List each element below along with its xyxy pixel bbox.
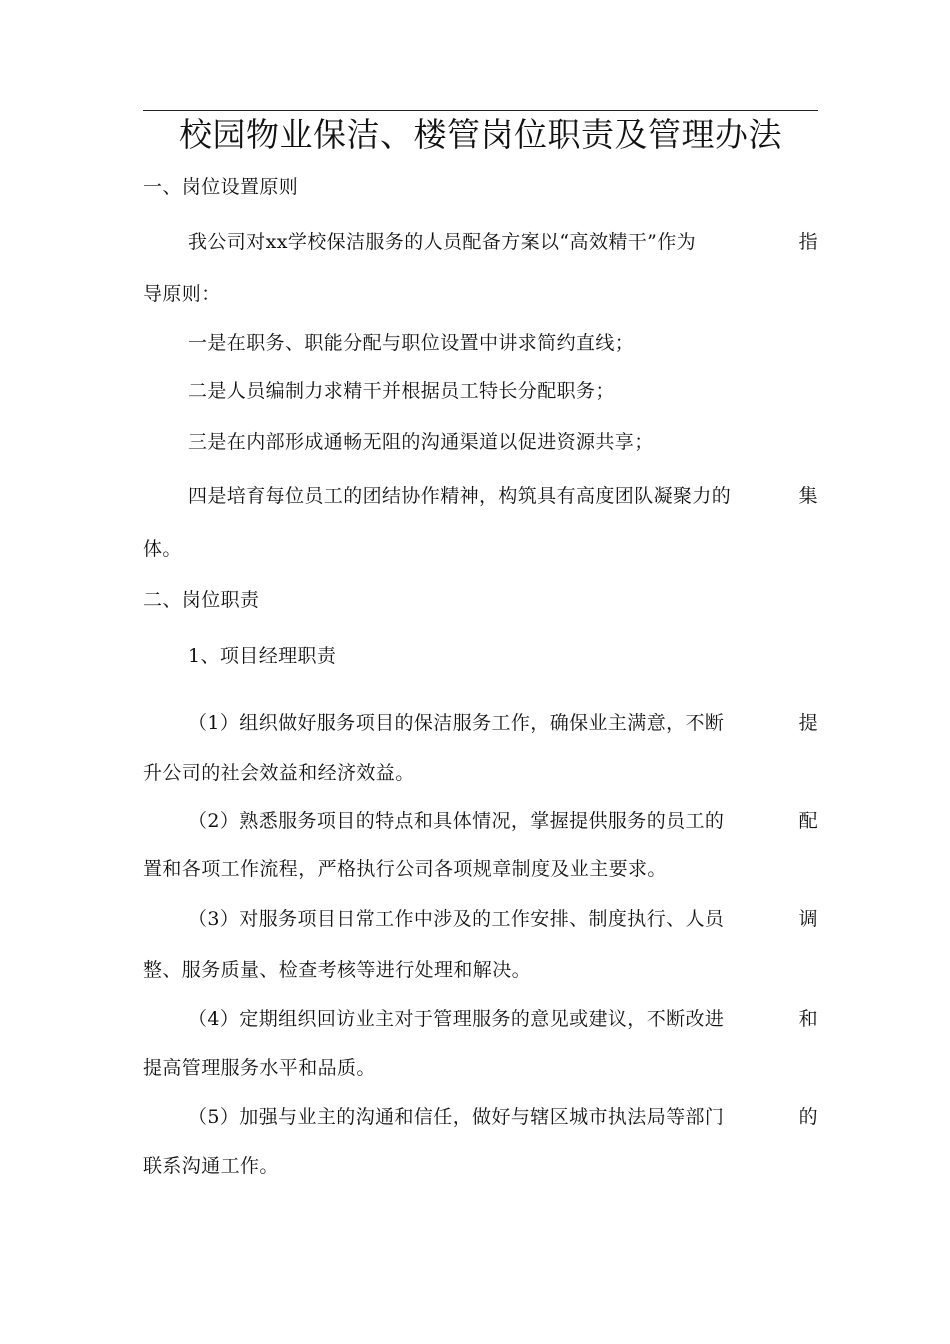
duty-item-3-line-1	[188, 906, 818, 932]
principle-2: 二是人员编制力求精干并根据员工特长分配职务；	[188, 380, 615, 402]
principle-4-text: 四是培育每位员工的团结协作精神，构筑具有高度团队凝聚力的	[188, 485, 732, 507]
duty-item-5-line-2: 联系沟通工作。	[143, 1155, 279, 1177]
duty-item-end-char: 调	[798, 908, 818, 930]
duty-item-1-line-2: 升公司的社会效益和经济效益。	[143, 762, 415, 784]
duty-item-text: （1）组织做好服务项目的保洁服务工作，确保业主满意，不断	[188, 712, 725, 734]
duty-item-3-line-2: 整、服务质量、检查考核等进行处理和解决。	[143, 959, 532, 981]
duty-item-5-line-1	[188, 1104, 818, 1130]
duty-item-text: （4）定期组织回访业主对于管理服务的意见或建议，不断改进	[188, 1008, 725, 1030]
duty-item-end-char: 的	[798, 1106, 818, 1128]
principle-4-line-1	[188, 483, 818, 509]
paragraph-intro-end-char: 指	[798, 231, 818, 253]
duty-item-1-line-1	[188, 710, 818, 736]
subsection-heading-1: 1、项目经理职责	[188, 645, 337, 667]
duty-item-text: （2）熟悉服务项目的特点和具体情况，掌握提供服务的员工的	[188, 810, 725, 832]
duty-item-text: （3）对服务项目日常工作中涉及的工作安排、制度执行、人员	[188, 908, 725, 930]
principle-1: 一是在职务、职能分配与职位设置中讲求简约直线；	[188, 332, 635, 354]
principle-4-end-char: 集	[798, 485, 818, 507]
duty-item-end-char: 提	[798, 712, 818, 734]
section-heading-2: 二、岗位职责	[143, 589, 260, 611]
duty-item-4-line-1	[188, 1006, 818, 1032]
principle-4-line-2: 体。	[143, 538, 182, 560]
paragraph-intro-line-1	[188, 229, 818, 255]
duty-item-4-line-2: 提高管理服务水平和品质。	[143, 1057, 376, 1079]
header-rule	[143, 110, 818, 111]
paragraph-intro-line-2: 导原则：	[143, 283, 221, 305]
document-title: 校园物业保洁、楼管岗位职责及管理办法	[179, 115, 782, 154]
duty-item-end-char: 和	[798, 1008, 818, 1030]
principle-3: 三是在内部形成通畅无阻的沟通渠道以促进资源共享；	[188, 431, 654, 453]
section-heading-1: 一、岗位设置原则	[143, 176, 299, 198]
duty-item-2-line-2: 置和各项工作流程，严格执行公司各项规章制度及业主要求。	[143, 858, 667, 880]
duty-item-2-line-1	[188, 808, 818, 834]
duty-item-end-char: 配	[798, 810, 818, 832]
paragraph-intro-text: 我公司对xx学校保洁服务的人员配备方案以“高效精干”作为	[188, 231, 697, 253]
duty-item-text: （5）加强与业主的沟通和信任，做好与辖区城市执法局等部门	[188, 1106, 725, 1128]
